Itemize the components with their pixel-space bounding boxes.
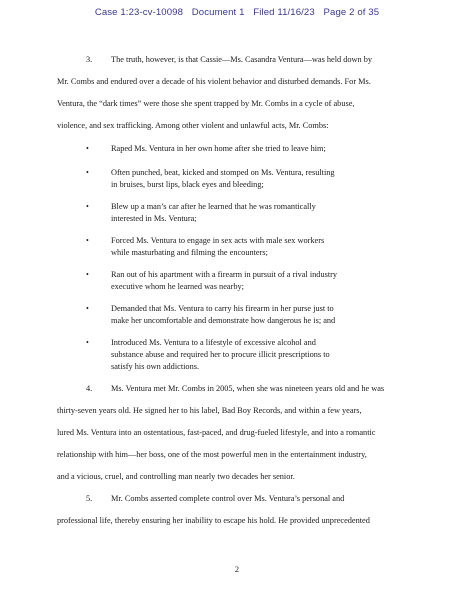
bullet-icon: •	[86, 202, 89, 211]
bullet-line: make her uncomfortable and demonstrate how dangerous he is; and	[111, 316, 336, 325]
paragraph-line: The truth, however, is that Cassie—Ms. Casandra Ventura—was held down by	[111, 55, 373, 64]
case-header	[0, 7, 474, 18]
bullet-line: in bruises, burst lips, black eyes and bleeding;	[111, 180, 264, 189]
bullet-line: Often punched, beat, kicked and stomped on Ms. Ventura, resulting	[111, 168, 335, 177]
paragraph-line: thirty-seven years old. He signed her to his label, Bad Boy Records, and within a few years,	[57, 406, 362, 415]
paragraph-line: relationship with him—her boss, one of the most powerful men in the entertainment industry,	[57, 450, 367, 459]
bullet-line: Demanded that Ms. Ventura to carry his firearm in her purse just to	[111, 304, 334, 313]
paragraph-number: 4.	[86, 384, 93, 393]
bullet-line: Ran out of his apartment with a firearm in pursuit of a rival industry	[111, 270, 338, 279]
paragraph-number: 5.	[86, 494, 93, 503]
bullet-icon: •	[86, 304, 89, 313]
bullet-line: interested in Ms. Ventura;	[111, 214, 197, 223]
paragraph-line: professional life, thereby ensuring her inability to escape his hold. He provided unprecedented	[57, 516, 370, 525]
paragraph-line: and a vicious, cruel, and controlling man nearly two decades her senior.	[57, 472, 295, 481]
paragraph-line: Ms. Ventura met Mr. Combs in 2005, when she was nineteen years old and he was	[111, 384, 385, 393]
bullet-icon: •	[86, 236, 89, 245]
document-number: Document 1	[191, 7, 245, 18]
paragraph-line: violence, and sex trafficking. Among other violent and unlawful acts, Mr. Combs:	[57, 121, 329, 130]
filed-date: Filed 11/16/23	[253, 7, 315, 18]
bullet-line: Blew up a man’s car after he learned that he was romantically	[111, 202, 316, 211]
paragraph-line: Mr. Combs asserted complete control over Ms. Ventura’s personal and	[111, 494, 345, 503]
paragraph-number: 3.	[86, 55, 93, 64]
paragraph-line: Mr. Combs and endured over a decade of his violent behavior and disturbed demands. For Ms.	[57, 77, 371, 86]
bullet-line: satisfy his own addictions.	[111, 362, 200, 371]
case-number: Case 1:23-cv-10098	[94, 7, 184, 18]
bullet-line: while masturbating and filming the encounters;	[111, 248, 268, 257]
bullet-line: executive whom he learned was nearby;	[111, 282, 244, 291]
page-number: 2	[234, 565, 240, 574]
bullet-icon: •	[86, 270, 89, 279]
bullet-line: substance abuse and required her to procure illicit prescriptions to	[111, 350, 330, 359]
paragraph-line: Ventura, the “dark times” were those she spent trapped by Mr. Combs in a cycle of abuse,	[57, 99, 355, 108]
bullet-icon: •	[86, 144, 89, 153]
page-indicator: Page 2 of 35	[323, 7, 380, 18]
bullet-icon: •	[86, 338, 89, 347]
bullet-line: Introduced Ms. Ventura to a lifestyle of excessive alcohol and	[111, 338, 316, 347]
bullet-line: Raped Ms. Ventura in her own home after she tried to leave him;	[111, 144, 326, 153]
bullet-icon: •	[86, 168, 89, 177]
bullet-line: Forced Ms. Ventura to engage in sex acts with male sex workers	[111, 236, 325, 245]
paragraph-line: lured Ms. Ventura into an ostentatious, fast-paced, and drug-fueled lifestyle, and into a romantic	[57, 428, 376, 437]
